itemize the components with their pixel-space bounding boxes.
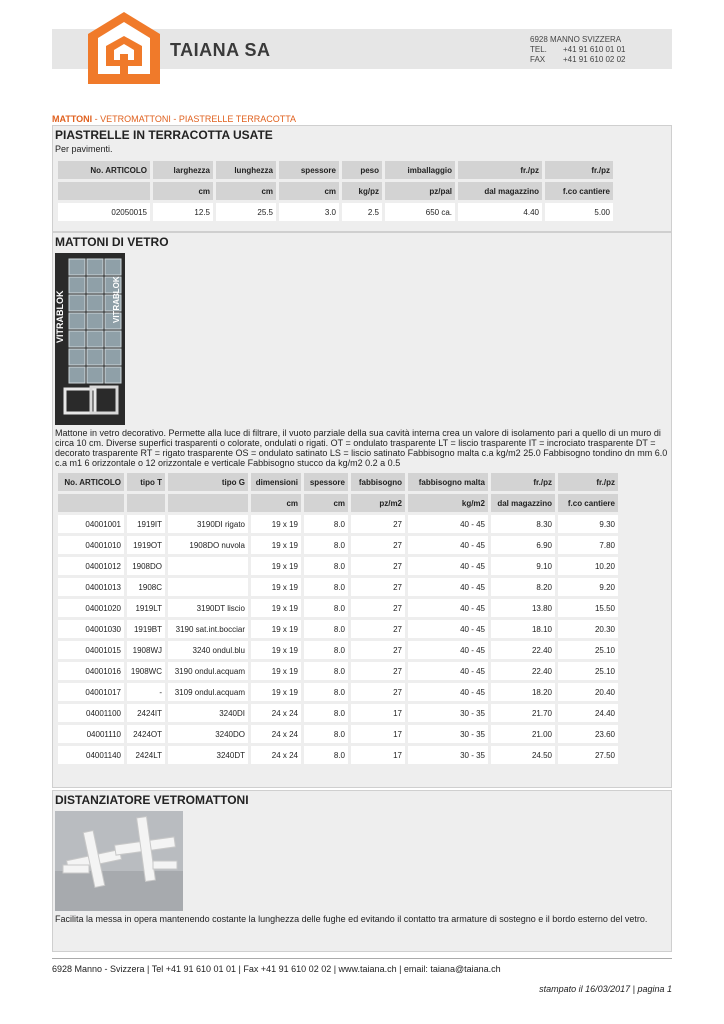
- table-cell: 1908DO: [127, 557, 165, 575]
- table-cell: 40 - 45: [408, 641, 488, 659]
- table-cell: 40 - 45: [408, 515, 488, 533]
- header-cell: No. ARTICOLO: [58, 161, 150, 179]
- table-cell: 9.30: [558, 515, 618, 533]
- table-cell: 02050015: [58, 203, 150, 221]
- header-cell: cm: [251, 494, 301, 512]
- header-cell: [58, 494, 124, 512]
- table-cell: 2424OT: [127, 725, 165, 743]
- table-cell: 8.0: [304, 536, 348, 554]
- table-cell: 8.0: [304, 662, 348, 680]
- header-cell: cm: [216, 182, 276, 200]
- table-cell: 27: [351, 683, 405, 701]
- header-cell: larghezza: [153, 161, 213, 179]
- contact-block: [530, 35, 626, 65]
- table-cell: 40 - 45: [408, 578, 488, 596]
- header-cell: pz/m2: [351, 494, 405, 512]
- table-cell: 27: [351, 515, 405, 533]
- address-line: 6928 MANNO SVIZZERA: [530, 35, 622, 44]
- table-cell: 27: [351, 620, 405, 638]
- table-cell: 3.0: [279, 203, 339, 221]
- table-cell: 1919BT: [127, 620, 165, 638]
- table-cell: 27.50: [558, 746, 618, 764]
- header-cell: cm: [304, 494, 348, 512]
- table-cell: 8.0: [304, 683, 348, 701]
- table-cell: 3240DT: [168, 746, 248, 764]
- table-cell: 24 x 24: [251, 725, 301, 743]
- header-cell: dal magazzino: [491, 494, 555, 512]
- table-cell: 27: [351, 536, 405, 554]
- breadcrumb-rest: - VETROMATTONI - PIASTRELLE TERRACOTTA: [92, 114, 297, 124]
- table-cell: 650 ca.: [385, 203, 455, 221]
- table-cell: 1919OT: [127, 536, 165, 554]
- table-cell: 19 x 19: [251, 683, 301, 701]
- table-cell: 40 - 45: [408, 599, 488, 617]
- table-cell: 3190DI rigato: [168, 515, 248, 533]
- table-cell: 1908WJ: [127, 641, 165, 659]
- table-cell: 5.00: [545, 203, 613, 221]
- vetro-table: [55, 470, 621, 767]
- header-cell: pz/pal: [385, 182, 455, 200]
- table-cell: 13.80: [491, 599, 555, 617]
- header-cell: [58, 182, 150, 200]
- distanziatore-image: [55, 811, 183, 911]
- table-cell: 30 - 35: [408, 704, 488, 722]
- vitrablok-image: [55, 253, 125, 425]
- header-cell: lunghezza: [216, 161, 276, 179]
- table-cell: 40 - 45: [408, 536, 488, 554]
- header-cell: tipo T: [127, 473, 165, 491]
- section-title-terracotta: PIASTRELLE IN TERRACOTTA USATE: [55, 128, 273, 142]
- table-row: [58, 746, 618, 764]
- terracotta-table: [55, 158, 616, 224]
- header-cell: [168, 494, 248, 512]
- header-cell: spessore: [304, 473, 348, 491]
- table-cell: 8.0: [304, 725, 348, 743]
- table-cell: 1919IT: [127, 515, 165, 533]
- section-desc-terracotta: Per pavimenti.: [55, 144, 113, 154]
- table-cell: 24 x 24: [251, 704, 301, 722]
- table-cell: 1908DO nuvola: [168, 536, 248, 554]
- table-row: [58, 557, 618, 575]
- table-cell: 22.40: [491, 662, 555, 680]
- table-cell: 19 x 19: [251, 557, 301, 575]
- table-cell: 04001010: [58, 536, 124, 554]
- header-cell: fabbisogno: [351, 473, 405, 491]
- table-cell: -: [127, 683, 165, 701]
- table-cell: 3240DO: [168, 725, 248, 743]
- table-cell: 17: [351, 725, 405, 743]
- header-cell: fr./pz: [558, 473, 618, 491]
- header-cell: tipo G: [168, 473, 248, 491]
- header-cell: spessore: [279, 161, 339, 179]
- table-cell: 8.30: [491, 515, 555, 533]
- table-cell: 04001016: [58, 662, 124, 680]
- table-cell: 20.40: [558, 683, 618, 701]
- table-cell: 40 - 45: [408, 620, 488, 638]
- table-cell: 24.50: [491, 746, 555, 764]
- table-cell: 04001030: [58, 620, 124, 638]
- breadcrumb: [52, 114, 296, 124]
- table-row: [58, 683, 618, 701]
- table-cell: 2.5: [342, 203, 382, 221]
- section-desc-distanziatore: Facilita la messa in opera mantenendo costante la lunghezza delle fughe ed evitando il contatto tra armature di sostegno e il bordo esterno del vetro.: [55, 914, 648, 924]
- vitrablok-label: VITRABLOK: [55, 290, 65, 343]
- tel-line: TEL. +41 91 610 01 01: [530, 45, 626, 54]
- table-cell: 8.20: [491, 578, 555, 596]
- footer-contact: 6928 Manno - Svizzera | Tel +41 91 610 01 01 | Fax +41 91 610 02 02 | www.taiana.ch | email: taiana@taiana.ch: [52, 964, 501, 974]
- section-distanziatore: [52, 790, 672, 952]
- table-cell: 30 - 35: [408, 725, 488, 743]
- table-cell: [168, 557, 248, 575]
- table-cell: 40 - 45: [408, 683, 488, 701]
- table-cell: 04001017: [58, 683, 124, 701]
- table-units-row: [58, 182, 613, 200]
- header-cell: fr./pz: [491, 473, 555, 491]
- table-cell: 19 x 19: [251, 515, 301, 533]
- table-cell: [168, 578, 248, 596]
- header-cell: cm: [279, 182, 339, 200]
- table-cell: 15.50: [558, 599, 618, 617]
- table-cell: 04001140: [58, 746, 124, 764]
- table-cell: 40 - 45: [408, 557, 488, 575]
- header-cell: imballaggio: [385, 161, 455, 179]
- table-row: [58, 725, 618, 743]
- table-cell: 21.70: [491, 704, 555, 722]
- print-info: stampato il 16/03/2017 | pagina 1: [539, 984, 672, 994]
- table-cell: 25.5: [216, 203, 276, 221]
- header-cell: f.co cantiere: [558, 494, 618, 512]
- header-cell: fabbisogno malta: [408, 473, 488, 491]
- table-cell: 18.20: [491, 683, 555, 701]
- table-cell: 19 x 19: [251, 641, 301, 659]
- table-cell: 10.20: [558, 557, 618, 575]
- table-cell: 9.10: [491, 557, 555, 575]
- table-cell: 3240DI: [168, 704, 248, 722]
- section-vetro: [52, 232, 672, 788]
- section-terracotta: [52, 125, 672, 232]
- header-cell: [127, 494, 165, 512]
- table-cell: 24.40: [558, 704, 618, 722]
- table-cell: 27: [351, 557, 405, 575]
- table-cell: 04001015: [58, 641, 124, 659]
- table-header-row: [58, 473, 618, 491]
- table-cell: 22.40: [491, 641, 555, 659]
- table-cell: 8.0: [304, 578, 348, 596]
- table-cell: 9.20: [558, 578, 618, 596]
- vitrablok-label-2: VITRABLOK: [112, 276, 121, 323]
- section-title-distanziatore: DISTANZIATORE VETROMATTONI: [55, 793, 249, 807]
- breadcrumb-mattoni[interactable]: MATTONI: [52, 114, 93, 124]
- header-cell: cm: [153, 182, 213, 200]
- table-cell: 25.10: [558, 662, 618, 680]
- table-cell: 24 x 24: [251, 746, 301, 764]
- header-cell: peso: [342, 161, 382, 179]
- table-cell: 4.40: [458, 203, 542, 221]
- table-cell: 8.0: [304, 620, 348, 638]
- table-cell: 8.0: [304, 515, 348, 533]
- table-cell: 21.00: [491, 725, 555, 743]
- table-cell: 40 - 45: [408, 662, 488, 680]
- table-cell: 30 - 35: [408, 746, 488, 764]
- table-cell: 19 x 19: [251, 599, 301, 617]
- table-row: [58, 704, 618, 722]
- table-cell: 19 x 19: [251, 662, 301, 680]
- table-cell: 3190 ondul.acquam: [168, 662, 248, 680]
- footer-divider: [52, 958, 672, 959]
- section-title-vetro: MATTONI DI VETRO: [55, 235, 169, 249]
- table-cell: 2424IT: [127, 704, 165, 722]
- header-cell: No. ARTICOLO: [58, 473, 124, 491]
- table-cell: 8.0: [304, 704, 348, 722]
- header-cell: fr./pz: [545, 161, 613, 179]
- table-header-row: [58, 161, 613, 179]
- table-cell: 6.90: [491, 536, 555, 554]
- table-cell: 25.10: [558, 641, 618, 659]
- taiana-logo: [86, 10, 162, 86]
- table-cell: 17: [351, 704, 405, 722]
- table-cell: 04001001: [58, 515, 124, 533]
- table-cell: 3190 sat.int.bocciar: [168, 620, 248, 638]
- table-row: [58, 536, 618, 554]
- table-row: [58, 599, 618, 617]
- table-cell: 1908WC: [127, 662, 165, 680]
- table-cell: 04001100: [58, 704, 124, 722]
- fax-line: FAX +41 91 610 02 02: [530, 55, 626, 64]
- table-cell: 8.0: [304, 746, 348, 764]
- table-cell: 27: [351, 578, 405, 596]
- table-cell: 8.0: [304, 599, 348, 617]
- table-units-row: [58, 494, 618, 512]
- table-cell: 3109 ondul.acquam: [168, 683, 248, 701]
- table-cell: 19 x 19: [251, 620, 301, 638]
- table-cell: 7.80: [558, 536, 618, 554]
- header-cell: kg/pz: [342, 182, 382, 200]
- table-cell: 19 x 19: [251, 536, 301, 554]
- table-cell: 17: [351, 746, 405, 764]
- table-cell: 04001013: [58, 578, 124, 596]
- table-cell: 18.10: [491, 620, 555, 638]
- section-desc-vetro: Mattone in vetro decorativo. Permette alla luce di filtrare, il vuoto parziale della sua cavità interna crea un valore di isolamento pari a quello di un muro di circa 10 cm. Diverse superfici trasparenti o colorate, ondulati o rigati. OT = ondulato trasparente LT = liscio trasparente IT = incrociato trasparente DT = decorato trasparente RT = rigato trasparente OS = ondulato satinato LS = liscio satinato Fabbisogno malta c.a kg/m2 25.0 Fabbisogno tondino dn mm 6.0 c.a m1 6 orizzontale o 12 orizzontale e verticale Fabbisogno stucco da kg/m2 0.2 a 0.5: [55, 428, 668, 468]
- table-cell: 04001012: [58, 557, 124, 575]
- table-cell: 20.30: [558, 620, 618, 638]
- table-row: [58, 578, 618, 596]
- table-row: [58, 203, 613, 221]
- table-cell: 1919LT: [127, 599, 165, 617]
- table-cell: 19 x 19: [251, 578, 301, 596]
- table-cell: 1908C: [127, 578, 165, 596]
- table-cell: 8.0: [304, 641, 348, 659]
- table-cell: 3190DT liscio: [168, 599, 248, 617]
- header-cell: kg/m2: [408, 494, 488, 512]
- company-name: TAIANA SA: [170, 40, 271, 60]
- table-cell: 27: [351, 662, 405, 680]
- header-cell: dimensioni: [251, 473, 301, 491]
- table-cell: 04001110: [58, 725, 124, 743]
- header-cell: dal magazzino: [458, 182, 542, 200]
- table-cell: 12.5: [153, 203, 213, 221]
- table-cell: 2424LT: [127, 746, 165, 764]
- header-cell: fr./pz: [458, 161, 542, 179]
- header-cell: f.co cantiere: [545, 182, 613, 200]
- table-row: [58, 662, 618, 680]
- table-row: [58, 641, 618, 659]
- table-cell: 23.60: [558, 725, 618, 743]
- table-cell: 27: [351, 641, 405, 659]
- table-cell: 3240 ondul.blu: [168, 641, 248, 659]
- table-row: [58, 515, 618, 533]
- table-row: [58, 620, 618, 638]
- table-cell: 27: [351, 599, 405, 617]
- table-cell: 8.0: [304, 557, 348, 575]
- table-cell: 04001020: [58, 599, 124, 617]
